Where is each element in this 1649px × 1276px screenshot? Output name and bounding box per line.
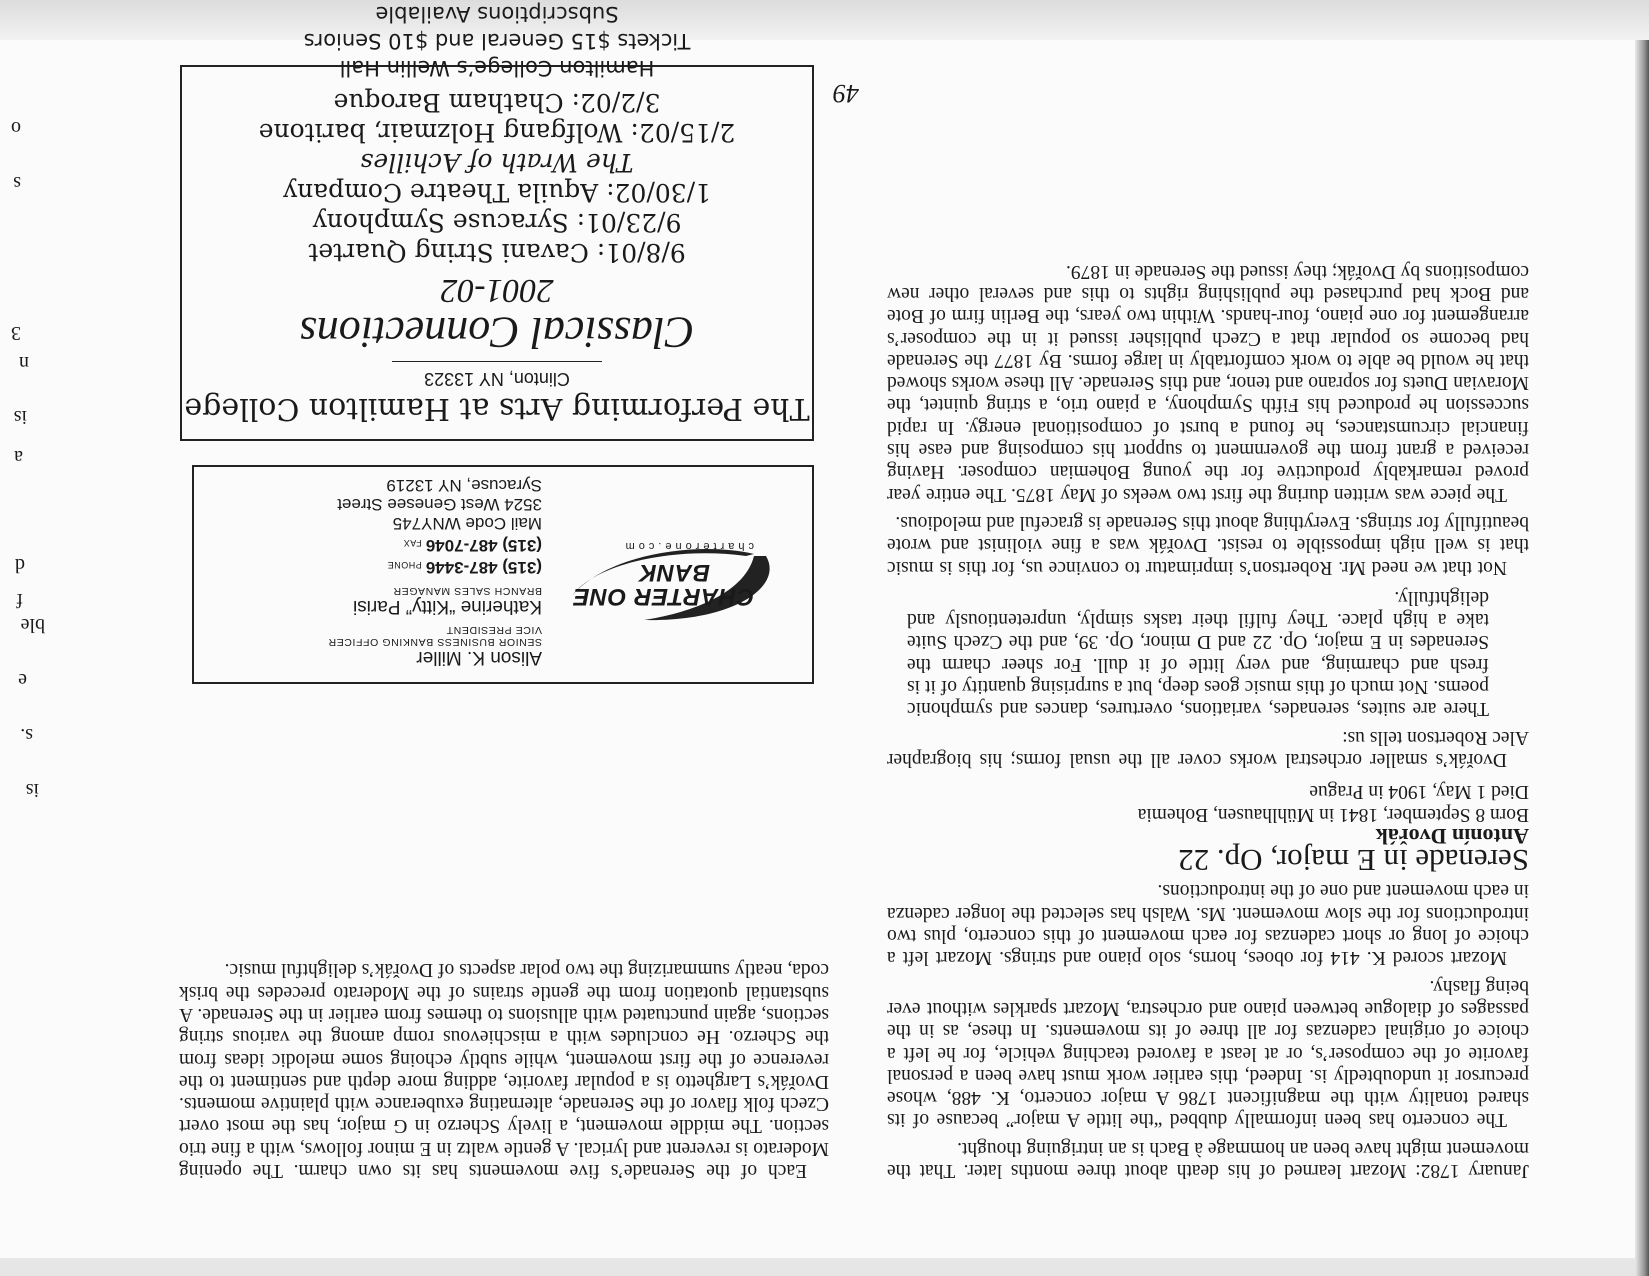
subscriptions: Subscriptions Available <box>375 2 619 26</box>
season-title: Classical Connections <box>299 308 695 357</box>
event-line: 9/8/01: Cavani String Quartet <box>308 238 686 267</box>
edge-fragment: e <box>18 669 27 691</box>
contact-title: BRANCH SALES MANAGER <box>392 585 542 597</box>
venue-hall: Hamilton College’s Wellin Hall <box>339 56 655 80</box>
edge-fragment: o <box>11 117 21 139</box>
edge-fragment: f <box>16 589 23 611</box>
event-line: 9/23/01: Syracuse Symphony <box>312 208 682 237</box>
bank-logo-name <box>573 560 754 608</box>
phone-line <box>202 555 542 577</box>
book-spine <box>1635 0 1649 1276</box>
bank-business-card-ad <box>192 465 814 684</box>
event-line: 1/30/02: Aquila Theatre Company <box>283 178 711 207</box>
fax-line <box>202 533 542 555</box>
bank-logo-line2: BANK <box>638 559 710 586</box>
contact-name: Alison K. Miller <box>416 647 542 668</box>
edge-fragment: 3 <box>11 322 21 344</box>
paragraph: The piece was written during the first two weeks of May 1875. The entire year proved remarkably productive for the young Bohemian composer. Having received a grant from the government to support his composing and ease his financial circumstances, he found a burst of compositional energy. In rapid succession he produced his Fifth Symphony, a piano trio, a string quintet, the Moravian Duets for soprano and tenor, and this Serenade. All these works showed that he would be able to work comfortably in large forms. By 1877 the Serenade had become so popular that a Czech publisher issued it in the composer’s arrangement for one piano, four-hands. Within two years, the Berlin firm of Bote and Bock had purchased the publishing rights to this and several other new compositions by Dvořák; they issued the Serenade in 1879. <box>887 260 1529 505</box>
composer-name: Antonín Dvořák <box>1375 823 1529 849</box>
left-text-column <box>887 253 1529 1181</box>
season-years: 2001-02 <box>440 272 554 309</box>
charter-one-logo <box>564 534 794 626</box>
bank-logo-line1: CHARTER ONE <box>572 583 754 610</box>
edge-fragment: is <box>25 779 39 801</box>
paragraph: Dvořák’s smaller orchestral works cover all the usual forms; his biographer Alec Robertson tells us: <box>887 726 1529 770</box>
scan-top-band <box>0 1258 1649 1276</box>
edge-fragment: is <box>13 406 27 428</box>
contact-name: Katherine “Kitty” Parisi <box>352 596 542 617</box>
venue-city: Clinton, NY 13323 <box>424 369 570 389</box>
edge-fragment: s. <box>20 724 33 746</box>
work-heading: Serenade in E major, Op. 22 <box>1178 843 1529 879</box>
contact-title: VICE PRESIDENT <box>446 624 542 636</box>
bank-contact-block <box>202 476 542 667</box>
edge-fragment: a <box>14 446 23 468</box>
paragraph: Mozart scored K. 414 for oboes, horns, solo piano and strings. Mozart left a choice of long or short cadenzas for each movement of this concerto, plus two introductions for the slow movement. Ms. Walsh has selected the longer cadenza in each movement and one of the introductions. <box>887 880 1529 969</box>
event-line: 2/15/02: Wolfgang Holzmair, baritone <box>258 118 736 147</box>
block-quote: There are suites, serenades, variations, overtures, dances and symphonic poems. Not much of this music goes deep, but a surprising quantity of it is fresh and charming, and very little of it dull. For sheer charm the Serenades in E major, Op. 22 and D minor, Op. 39, and the Czech Suite take a high place. They fulfil their tasks simply, unpretentiously and delightfully. <box>907 586 1489 720</box>
concert-series-ad <box>180 2 814 441</box>
contact-title: SENIOR BUSINESS BANKING OFFICER <box>327 636 542 648</box>
street-address: 3524 West Genesee Street <box>337 495 542 514</box>
event-line: 3/2/02: Chatham Baroque <box>333 88 661 117</box>
paragraph: The concerto has been informally dubbed “the little A major” because of its shared tonality with the magnificent 1786 A major concerto, K. 488, whose precursor it undoubtedly is. Indeed, this earlier work must have been a personal favorite of the composer’s, or at least a favored teaching vehicle, for he left a choice of original cadenzas for all three of its movements. In these, as in the passages of dialogue between piano and orchestra, Mozart sparkles without ever being flashy. <box>887 975 1529 1131</box>
ticket-prices: Tickets $15 General and $10 Seniors <box>303 29 691 53</box>
bank-logo-url: charterone.com <box>621 540 754 552</box>
edge-fragment: d <box>15 554 25 576</box>
phone-number: (315) 487-3446 <box>425 558 542 577</box>
edge-fragment: ble <box>20 614 45 636</box>
paragraph: Each of the Serenade’s five movements has its own charm. The opening Moderato is reverent and lyrical. A gentle waltz in E minor follows, with a fine trio section. The middle movement, a lively Scherzo in G major, has the most overt Czech folk flavor of the Serenade, alternating exuberance with plaintive moments. Dvořák’s Larghetto is a popular favorite, adding more depth and sentiment to the reverence of the first movement, while subtly echoing some melodic ideas from the Scherzo. He concludes with a mischievous romp among the various string sections, again punctuated with allusions to themes from earlier in the Serenade. A substantial quotation from the gentle strains of the Moderato precedes the brisk coda, neatly summarizing the two polar aspects of Dvořák’s delightful music. <box>179 959 829 1181</box>
venue-footer <box>182 0 812 81</box>
composer-died: Died 1 May, 1904 in Prague <box>1309 781 1529 803</box>
event-subtitle: The Wrath of Achilles <box>360 148 634 177</box>
paragraph: January 1782: Mozart learned of his death about three months later. That the movement might have been an hommage à Bach is an intriguing thought. <box>887 1137 1529 1181</box>
composer-born: Born 8 September, 1841 in Mühlhausen, Bohemia <box>1137 803 1529 825</box>
divider <box>392 361 602 362</box>
edge-fragment: n <box>19 352 29 374</box>
venue-header: The Performing Arts at Hamilton College <box>184 391 810 426</box>
fax-number: (315) 487-7046 <box>425 536 542 555</box>
city-address: Syracuse, NY 13219 <box>386 476 542 495</box>
paragraph: Not that we need Mr. Robertson’s imprimatur to convince us, for this is music that is well nigh impossible to resist. Dvořák was a fine violinist and wrote beautifully for strings. Everything about this Serenade is graceful and melodious. <box>887 511 1529 578</box>
right-text-column <box>179 952 829 1181</box>
page-number: 49 <box>833 79 859 108</box>
phone-label: PHONE <box>387 560 422 570</box>
mail-code: Mail Code WNY745 <box>392 514 542 533</box>
fax-label: FAX <box>403 538 422 548</box>
edge-fragment: s <box>13 172 21 194</box>
